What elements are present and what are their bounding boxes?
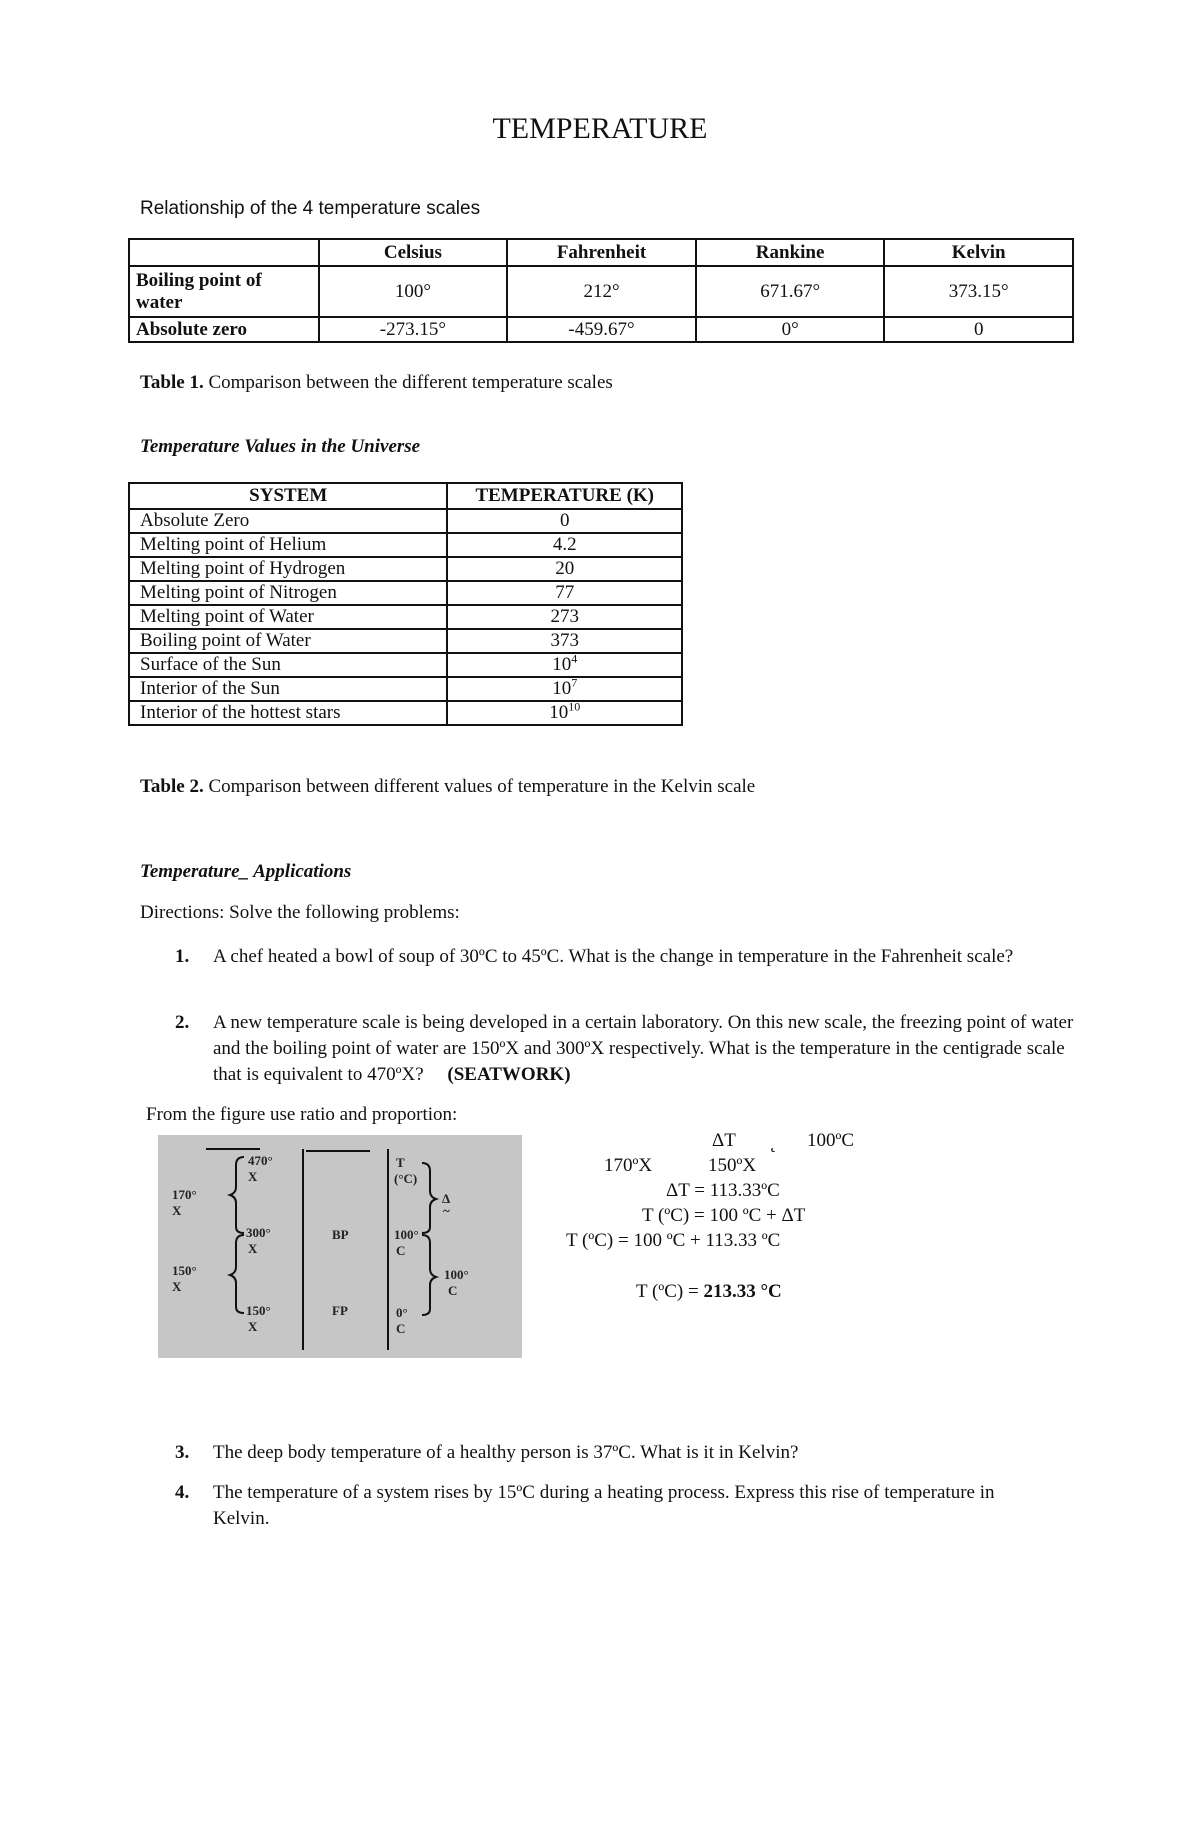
row-label: Absolute zero: [129, 317, 319, 342]
figure-intro: From the figure use ratio and proportion:: [146, 1104, 458, 1125]
caption-label: Table 1.: [140, 372, 204, 393]
calc-delta-result: ΔT = 113.33ºC: [666, 1180, 780, 1201]
directions-text: Directions: Solve the following problems:: [140, 902, 460, 923]
label-300-unit: X: [248, 1241, 258, 1256]
temp-value: 10: [549, 702, 569, 723]
temp-cell: [447, 509, 682, 533]
question-text: The deep body temperature of a healthy person is 37ºC. What is it in Kelvin?: [213, 1442, 799, 1463]
calc-substitution: T (ºC) = 100 ºC + 113.33 ºC: [566, 1230, 781, 1251]
question-number: 1.: [175, 946, 190, 967]
table-row: [129, 533, 682, 557]
temp-cell: [447, 581, 682, 605]
calc-170x: 170ºX: [604, 1155, 653, 1176]
header-cell: Kelvin: [884, 239, 1073, 266]
table-cell: -459.67°: [507, 317, 696, 342]
label-150: 150°: [172, 1263, 197, 1278]
page-title: TEMPERATURE: [492, 112, 708, 145]
temp-exponent: 7: [571, 675, 578, 690]
label-tilde: ~: [443, 1203, 450, 1218]
label-c0-unit: C: [396, 1321, 406, 1336]
calc-delta-t: ΔT: [712, 1130, 736, 1151]
temp-value: 77: [555, 582, 575, 603]
section-title-applications: Temperature_ Applications: [140, 861, 352, 882]
system-cell: Absolute Zero: [129, 509, 447, 533]
label-bp: BP: [332, 1227, 349, 1242]
table-cell: 671.67°: [696, 266, 885, 317]
label-fp: FP: [332, 1303, 348, 1318]
temp-value: 373: [550, 630, 579, 651]
label-300: 300°: [246, 1225, 271, 1240]
temp-value: 10: [552, 654, 572, 675]
table-row: [129, 653, 682, 677]
label-c0: 0°: [396, 1305, 408, 1320]
system-cell: Interior of the Sun: [129, 677, 447, 701]
answer-value: 213.33 °C: [703, 1281, 782, 1302]
temp-cell: [447, 557, 682, 581]
table-row: [129, 557, 682, 581]
label-470-unit: X: [248, 1169, 258, 1184]
temp-value: 10: [552, 678, 572, 699]
label-t-unit: (°C): [394, 1171, 418, 1186]
question-text: [213, 1010, 1075, 1088]
label-delta: Δ: [442, 1191, 451, 1206]
question-body: A new temperature scale is being developed in a certain laboratory. On this new scale, the freezing point of water and the boiling point of water are 150ºX and 300ºX respectively. What is the temperature in the centigrade scale that is equivalent to 470ºX?: [213, 1012, 1074, 1085]
row-label: Boiling point of water: [129, 266, 319, 317]
system-cell: Surface of the Sun: [129, 653, 447, 677]
caption-label: Table 2.: [140, 776, 204, 797]
label-r100: 100°: [444, 1267, 469, 1282]
question-3: [175, 1440, 1075, 1466]
table-cell: -273.15°: [319, 317, 508, 342]
scale-figure: [158, 1135, 522, 1358]
question-number: 2.: [175, 1012, 190, 1033]
table-row: [129, 509, 682, 533]
temp-cell: [447, 677, 682, 701]
table-row: [129, 317, 1073, 342]
header-cell: Fahrenheit: [507, 239, 696, 266]
label-c100: 100°: [394, 1227, 419, 1242]
table1-caption: [140, 372, 613, 394]
table-row: [129, 629, 682, 653]
table-row: [129, 605, 682, 629]
label-150-fp-unit: X: [248, 1319, 258, 1334]
answer-prefix: T (ºC) =: [636, 1281, 704, 1302]
scale-diagram: [158, 1135, 522, 1358]
table-header-row: [129, 483, 682, 509]
table-cell: 0°: [696, 317, 885, 342]
table-cell: 373.15°: [884, 266, 1073, 317]
system-cell: Melting point of Hydrogen: [129, 557, 447, 581]
temp-value: 4.2: [552, 534, 577, 555]
header-cell: [129, 239, 319, 266]
label-150-unit: X: [172, 1279, 182, 1294]
calc-100c: 100ºC: [807, 1130, 855, 1151]
temp-exponent: 10: [568, 699, 581, 714]
temp-cell: [447, 701, 682, 725]
header-cell: Celsius: [319, 239, 508, 266]
system-cell: Melting point of Helium: [129, 533, 447, 557]
caption-text: Comparison between different values of temperature in the Kelvin scale: [203, 776, 756, 797]
label-150-fp: 150°: [246, 1303, 271, 1318]
system-cell: Melting point of Nitrogen: [129, 581, 447, 605]
scales-table: [128, 238, 1074, 343]
label-470: 470°: [248, 1153, 273, 1168]
question-number: 4.: [175, 1482, 190, 1503]
temp-value: 20: [555, 558, 575, 579]
table-row: [129, 581, 682, 605]
header-cell: SYSTEM: [129, 483, 447, 509]
seatwork-tag: (SEATWORK): [447, 1064, 571, 1085]
caption-text: Comparison between the different temperature scales: [203, 372, 613, 393]
temp-cell: [447, 533, 682, 557]
label-t: T: [396, 1155, 405, 1170]
question-text: The temperature of a system rises by 15ºC during a heating process. Express this rise of temperature in Kelvin.: [213, 1482, 995, 1529]
calc-150x: 150ºX: [708, 1155, 757, 1176]
system-cell: Interior of the hottest stars: [129, 701, 447, 725]
section-title-universe: Temperature Values in the Universe: [140, 436, 421, 457]
table-row: [129, 677, 682, 701]
temp-cell: [447, 629, 682, 653]
system-cell: Boiling point of Water: [129, 629, 447, 653]
calc-formula: T (ºC) = 100 ºC + ΔT: [642, 1205, 806, 1226]
question-4: [175, 1480, 995, 1532]
table2-caption: [140, 776, 755, 798]
header-cell: TEMPERATURE (K): [447, 483, 682, 509]
table-header-row: [129, 239, 1073, 266]
temp-value: 273: [550, 606, 579, 627]
table-row: [129, 701, 682, 725]
figure-background: [158, 1135, 522, 1358]
calc-mark: ˛: [770, 1132, 777, 1153]
table-row: [129, 266, 1073, 317]
label-170-unit: X: [172, 1203, 182, 1218]
table-cell: 0: [884, 317, 1073, 342]
temp-value: 0: [559, 510, 570, 531]
calc-answer: [636, 1281, 782, 1303]
universe-table: [128, 482, 683, 726]
temp-cell: [447, 605, 682, 629]
temp-cell: [447, 653, 682, 677]
question-1: [175, 944, 1075, 970]
header-cell: Rankine: [696, 239, 885, 266]
system-cell: Melting point of Water: [129, 605, 447, 629]
table1-heading: Relationship of the 4 temperature scales: [140, 198, 481, 219]
question-text: A chef heated a bowl of soup of 30ºC to 45ºC. What is the change in temperature in the Fahrenheit scale?: [213, 946, 1014, 967]
label-170: 170°: [172, 1187, 197, 1202]
question-number: 3.: [175, 1442, 190, 1463]
table-cell: 100°: [319, 266, 508, 317]
table-cell: 212°: [507, 266, 696, 317]
temp-exponent: 4: [571, 651, 578, 666]
question-2: [175, 1010, 1075, 1088]
label-c100-unit: C: [396, 1243, 406, 1258]
label-r100-unit: C: [448, 1283, 458, 1298]
